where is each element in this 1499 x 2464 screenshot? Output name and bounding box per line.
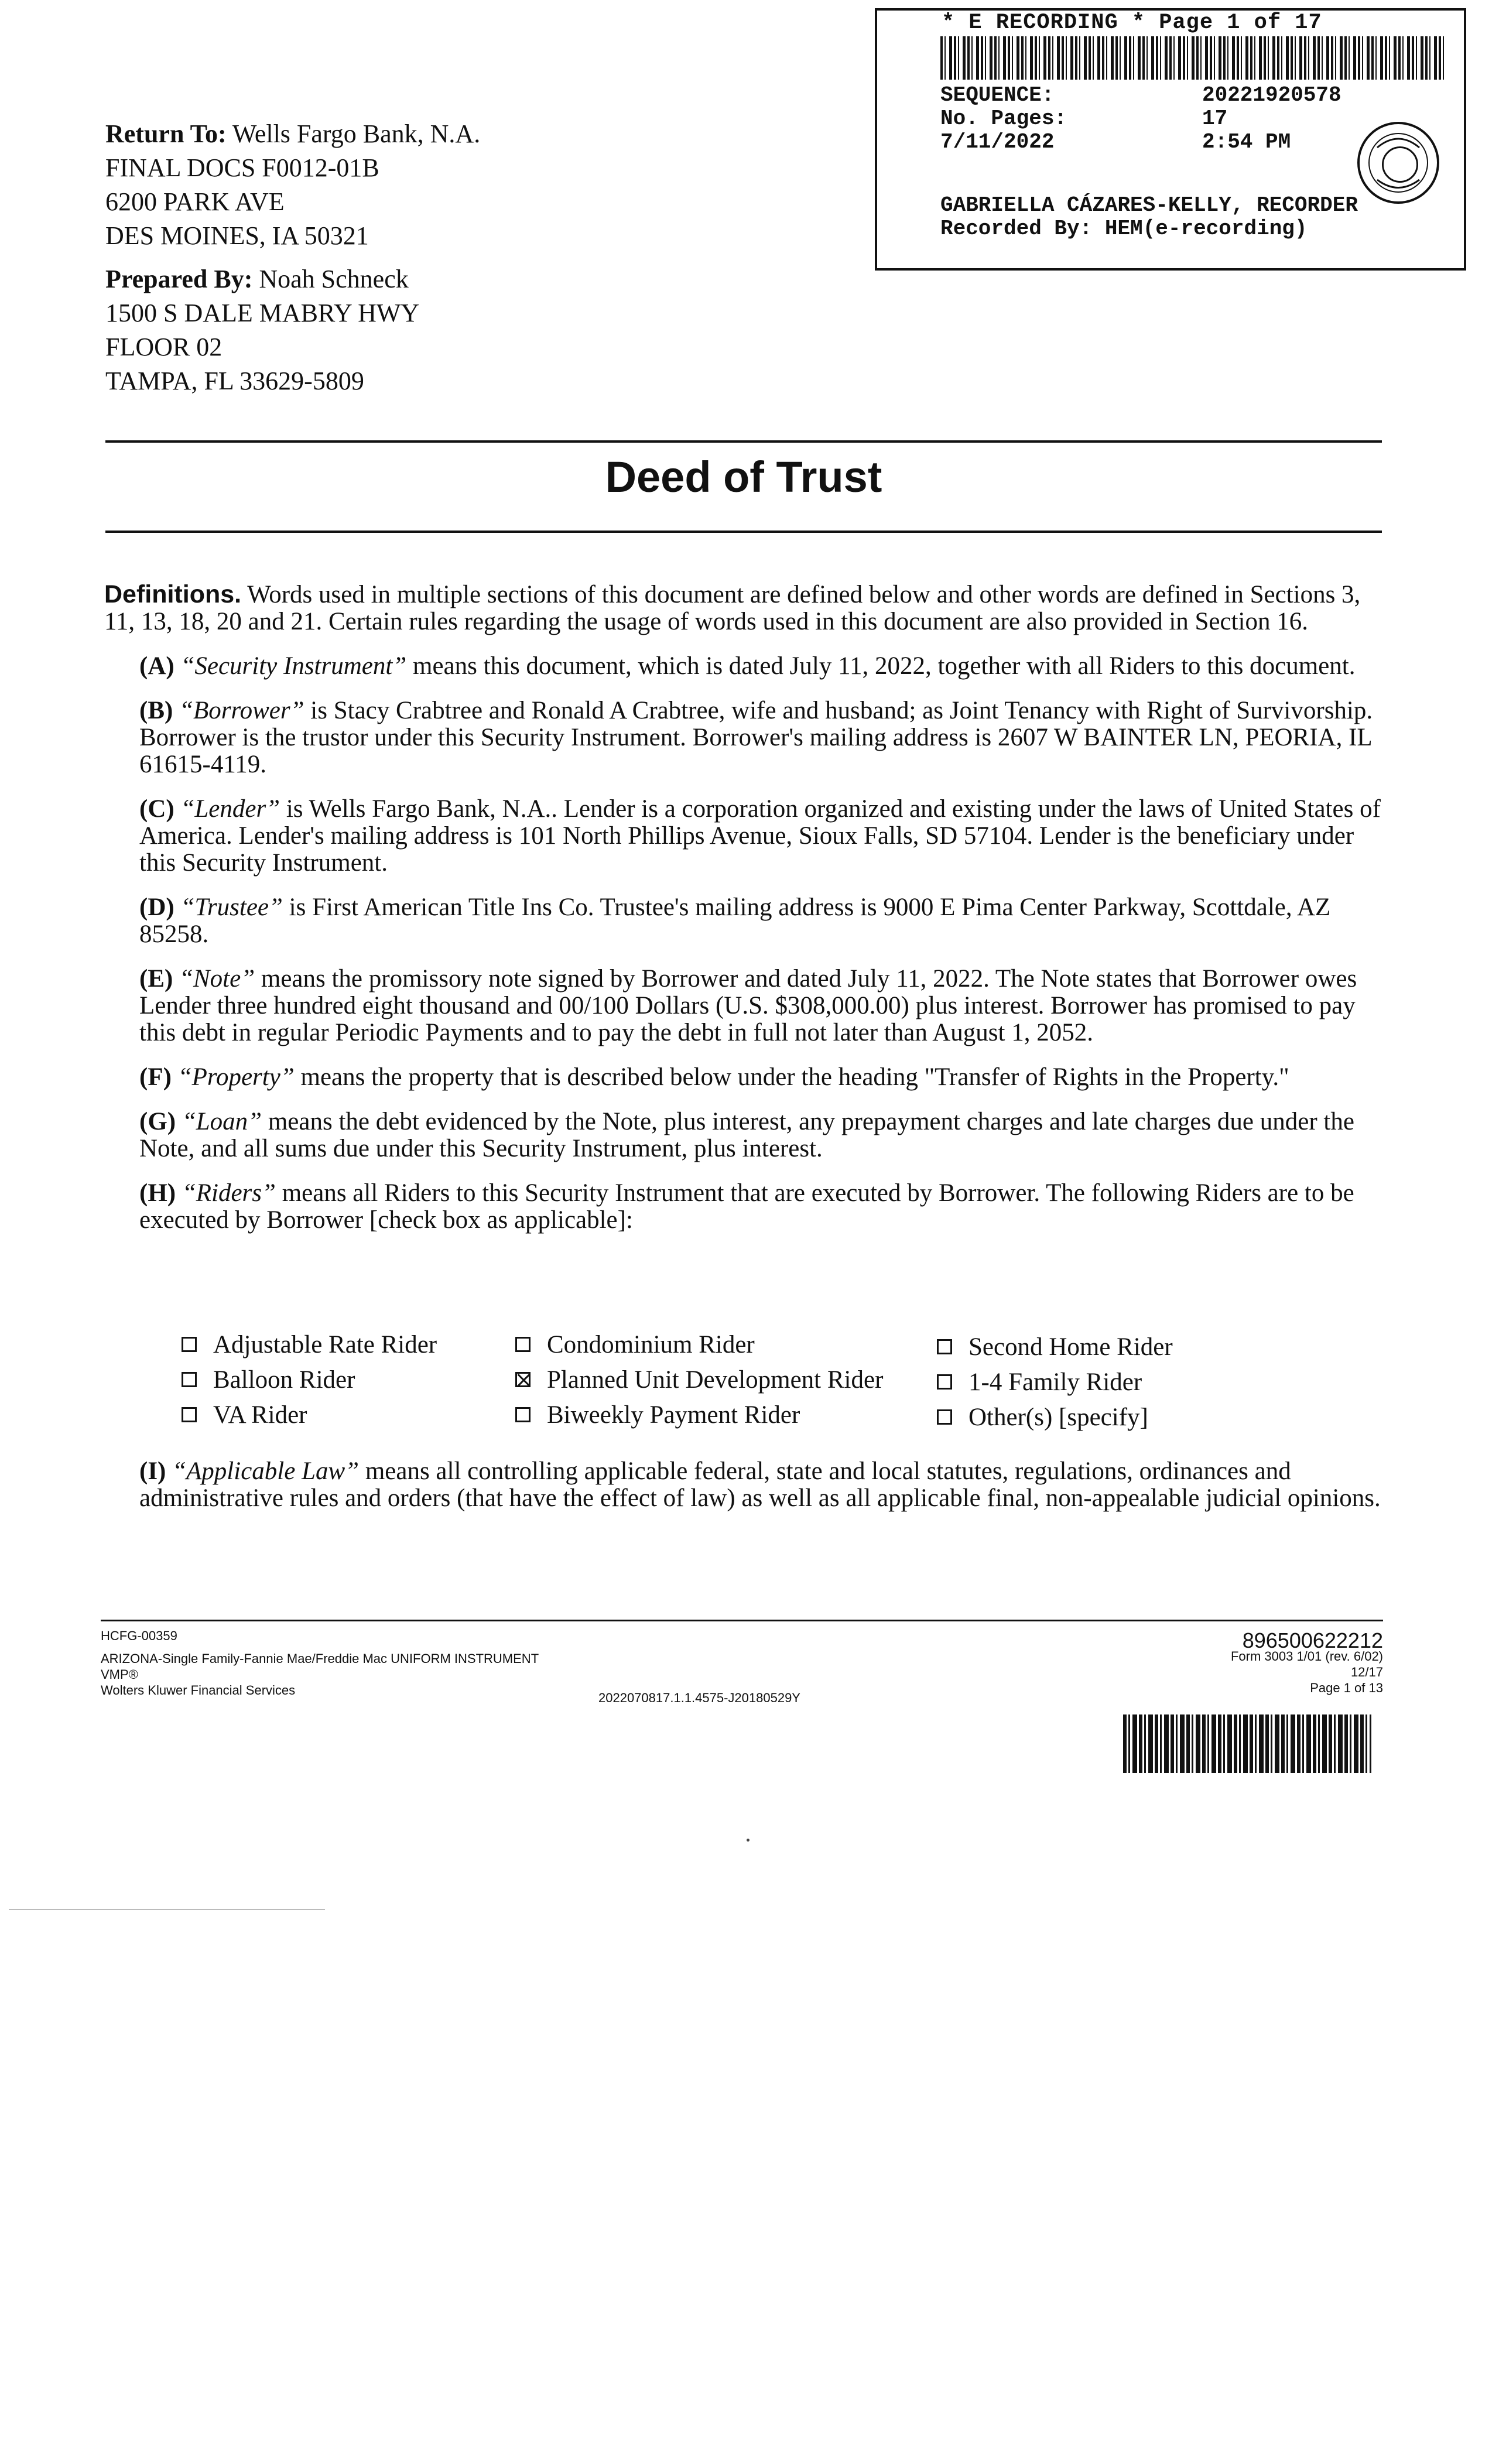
rider-balloon[interactable]: Balloon Rider (182, 1366, 355, 1394)
checkbox-icon[interactable] (182, 1372, 197, 1387)
checkbox-icon[interactable] (937, 1409, 952, 1425)
return-to-line3: DES MOINES, IA 50321 (105, 221, 369, 250)
county-recorder-seal-icon (1357, 122, 1439, 204)
pages-value: 17 (1202, 107, 1228, 131)
return-to-line2: 6200 PARK AVE (105, 187, 285, 216)
definition-e: (E) “Note” means the promissory note signed by Borrower and dated July 11, 2022. The Note states that Borrower owes Lender three hundred eight thousand and 00/100 Dollars (U.S. $308,000.00) plus interest. Borrower has promised to pay this debt in regular Periodic Payments and to pay the debt in full not later than August 1, 2052. (139, 965, 1357, 1046)
recorded-by: Recorded By: HEM(e-recording) (940, 217, 1308, 241)
footer-rule (101, 1620, 1383, 1621)
return-to-name: Wells Fargo Bank, N.A. (232, 119, 481, 148)
return-to-block (105, 117, 480, 253)
document-id: 2022070817.1.1.4575-J20180529Y (598, 1690, 800, 1705)
prepared-by-block (105, 262, 419, 398)
rider-condominium[interactable]: Condominium Rider (515, 1330, 755, 1359)
definition-f: (F) “Property” means the property that is described below under the heading "Transfer of Rights in the Property." (139, 1063, 1289, 1091)
recording-time: 2:54 PM (1202, 130, 1291, 154)
document-title: Deed of Trust (605, 453, 882, 501)
pages-label: No. Pages: (940, 107, 1067, 131)
rider-biweekly-payment[interactable]: Biweekly Payment Rider (515, 1401, 800, 1429)
rider-1-4-family[interactable]: 1-4 Family Rider (937, 1368, 1142, 1397)
document-barcode (1123, 1714, 1371, 1773)
checkbox-icon[interactable] (182, 1337, 197, 1352)
prepared-by-line1: 1500 S DALE MABRY HWY (105, 299, 420, 327)
definition-d: (D) “Trustee” is First American Title Ins Co. Trustee's mailing address is 9000 E Pima Center Parkway, Scottdale, AZ 85258. (139, 894, 1331, 948)
checkbox-icon[interactable] (515, 1407, 531, 1422)
sequence-value: 20221920578 (1202, 83, 1341, 107)
checkbox-icon[interactable] (515, 1337, 531, 1352)
rider-adjustable-rate[interactable]: Adjustable Rate Rider (182, 1330, 437, 1359)
form-number: Form 3003 1/01 (rev. 6/02) (1230, 1649, 1383, 1664)
footer-right (1230, 1628, 1383, 1696)
loan-number: 896500622212 (1242, 1628, 1383, 1652)
recording-date: 7/11/2022 (940, 130, 1055, 154)
rider-second-home[interactable]: Second Home Rider (937, 1333, 1173, 1361)
publisher: Wolters Kluwer Financial Services (101, 1683, 296, 1698)
definitions-section (104, 581, 1387, 1251)
rider-other[interactable]: Other(s) [specify] (937, 1403, 1148, 1432)
scan-speck (747, 1839, 750, 1842)
checkbox-icon[interactable] (937, 1339, 952, 1354)
rider-va[interactable]: VA Rider (182, 1401, 307, 1429)
page-number: Page 1 of 13 (1310, 1681, 1383, 1695)
sequence-label: SEQUENCE: (940, 83, 1055, 107)
definition-h: (H) “Riders” means all Riders to this Security Instrument that are executed by Borrower. The following Riders are to be executed by Borrower [check box as applicable]: (139, 1179, 1354, 1234)
recording-barcode (940, 36, 1444, 80)
form-code: HCFG-00359 (101, 1628, 177, 1643)
definitions-heading: Definitions. (104, 580, 242, 608)
vmp-mark: VMP® (101, 1667, 138, 1682)
footer-left (101, 1628, 539, 1698)
prepared-by-name: Noah Schneck (259, 265, 409, 293)
prepared-by-label: Prepared By: (105, 265, 253, 293)
recorder-name: GABRIELLA CÁZARES-KELLY, RECORDER (940, 193, 1358, 217)
definitions-intro-text: Words used in multiple sections of this document are defined below and other words are defined in Sections 3, 11, 13, 18, 20 and 21. Certain rules regarding the usage of words used in this document are also provided in Section 16. (104, 581, 1361, 635)
title-rule-top (105, 440, 1382, 443)
title-rule-bottom (105, 531, 1382, 533)
definition-g: (G) “Loan” means the debt evidenced by the Note, plus interest, any prepayment charges and late charges due under the Note, and all sums due under this Security Instrument, plus interest. (139, 1108, 1354, 1162)
recording-header: * E RECORDING * Page 1 of 17 (942, 11, 1322, 35)
rider-planned-unit-development[interactable]: Planned Unit Development Rider (515, 1366, 883, 1394)
checkbox-icon[interactable] (937, 1374, 952, 1390)
return-to-label: Return To: (105, 119, 227, 148)
return-to-line1: FINAL DOCS F0012-01B (105, 153, 379, 182)
definition-a: (A) “Security Instrument” means this document, which is dated July 11, 2022, together with all Riders to this document. (139, 652, 1356, 680)
definitions-intro (104, 581, 1387, 635)
form-revision: 12/17 (1350, 1665, 1383, 1679)
prepared-by-line2: FLOOR 02 (105, 333, 223, 361)
definition-i-section (104, 1458, 1387, 1529)
definition-c: (C) “Lender” is Wells Fargo Bank, N.A.. Lender is a corporation organized and existing under the laws of United States of America. Lender's mailing address is 101 North Phillips Avenue, Sioux Falls, SD 57104. Lender is the beneficiary under this Security Instrument. (139, 795, 1381, 877)
prepared-by-line3: TAMPA, FL 33629-5809 (105, 367, 364, 395)
form-name: ARIZONA-Single Family-Fannie Mae/Freddie Mac UNIFORM INSTRUMENT (101, 1651, 539, 1666)
recording-stamp (875, 8, 1466, 271)
checkbox-icon[interactable] (182, 1407, 197, 1422)
checked-checkbox-icon[interactable] (515, 1372, 531, 1387)
definition-i: (I) “Applicable Law” means all controlling applicable federal, state and local statutes, regulations, ordinances and administrative rules and orders (that have the effect of law) as well as all applicable final, non-appealable judicial opinions. (139, 1457, 1381, 1512)
definition-b: (B) “Borrower” is Stacy Crabtree and Ronald A Crabtree, wife and husband; as Joint Tenancy with Right of Survivorship. Borrower is the trustor under this Security Instrument. Borrower's mailing address is 2607 W BAINTER LN, PEORIA, IL 61615-4119. (139, 697, 1373, 778)
scan-line (9, 1909, 325, 1910)
